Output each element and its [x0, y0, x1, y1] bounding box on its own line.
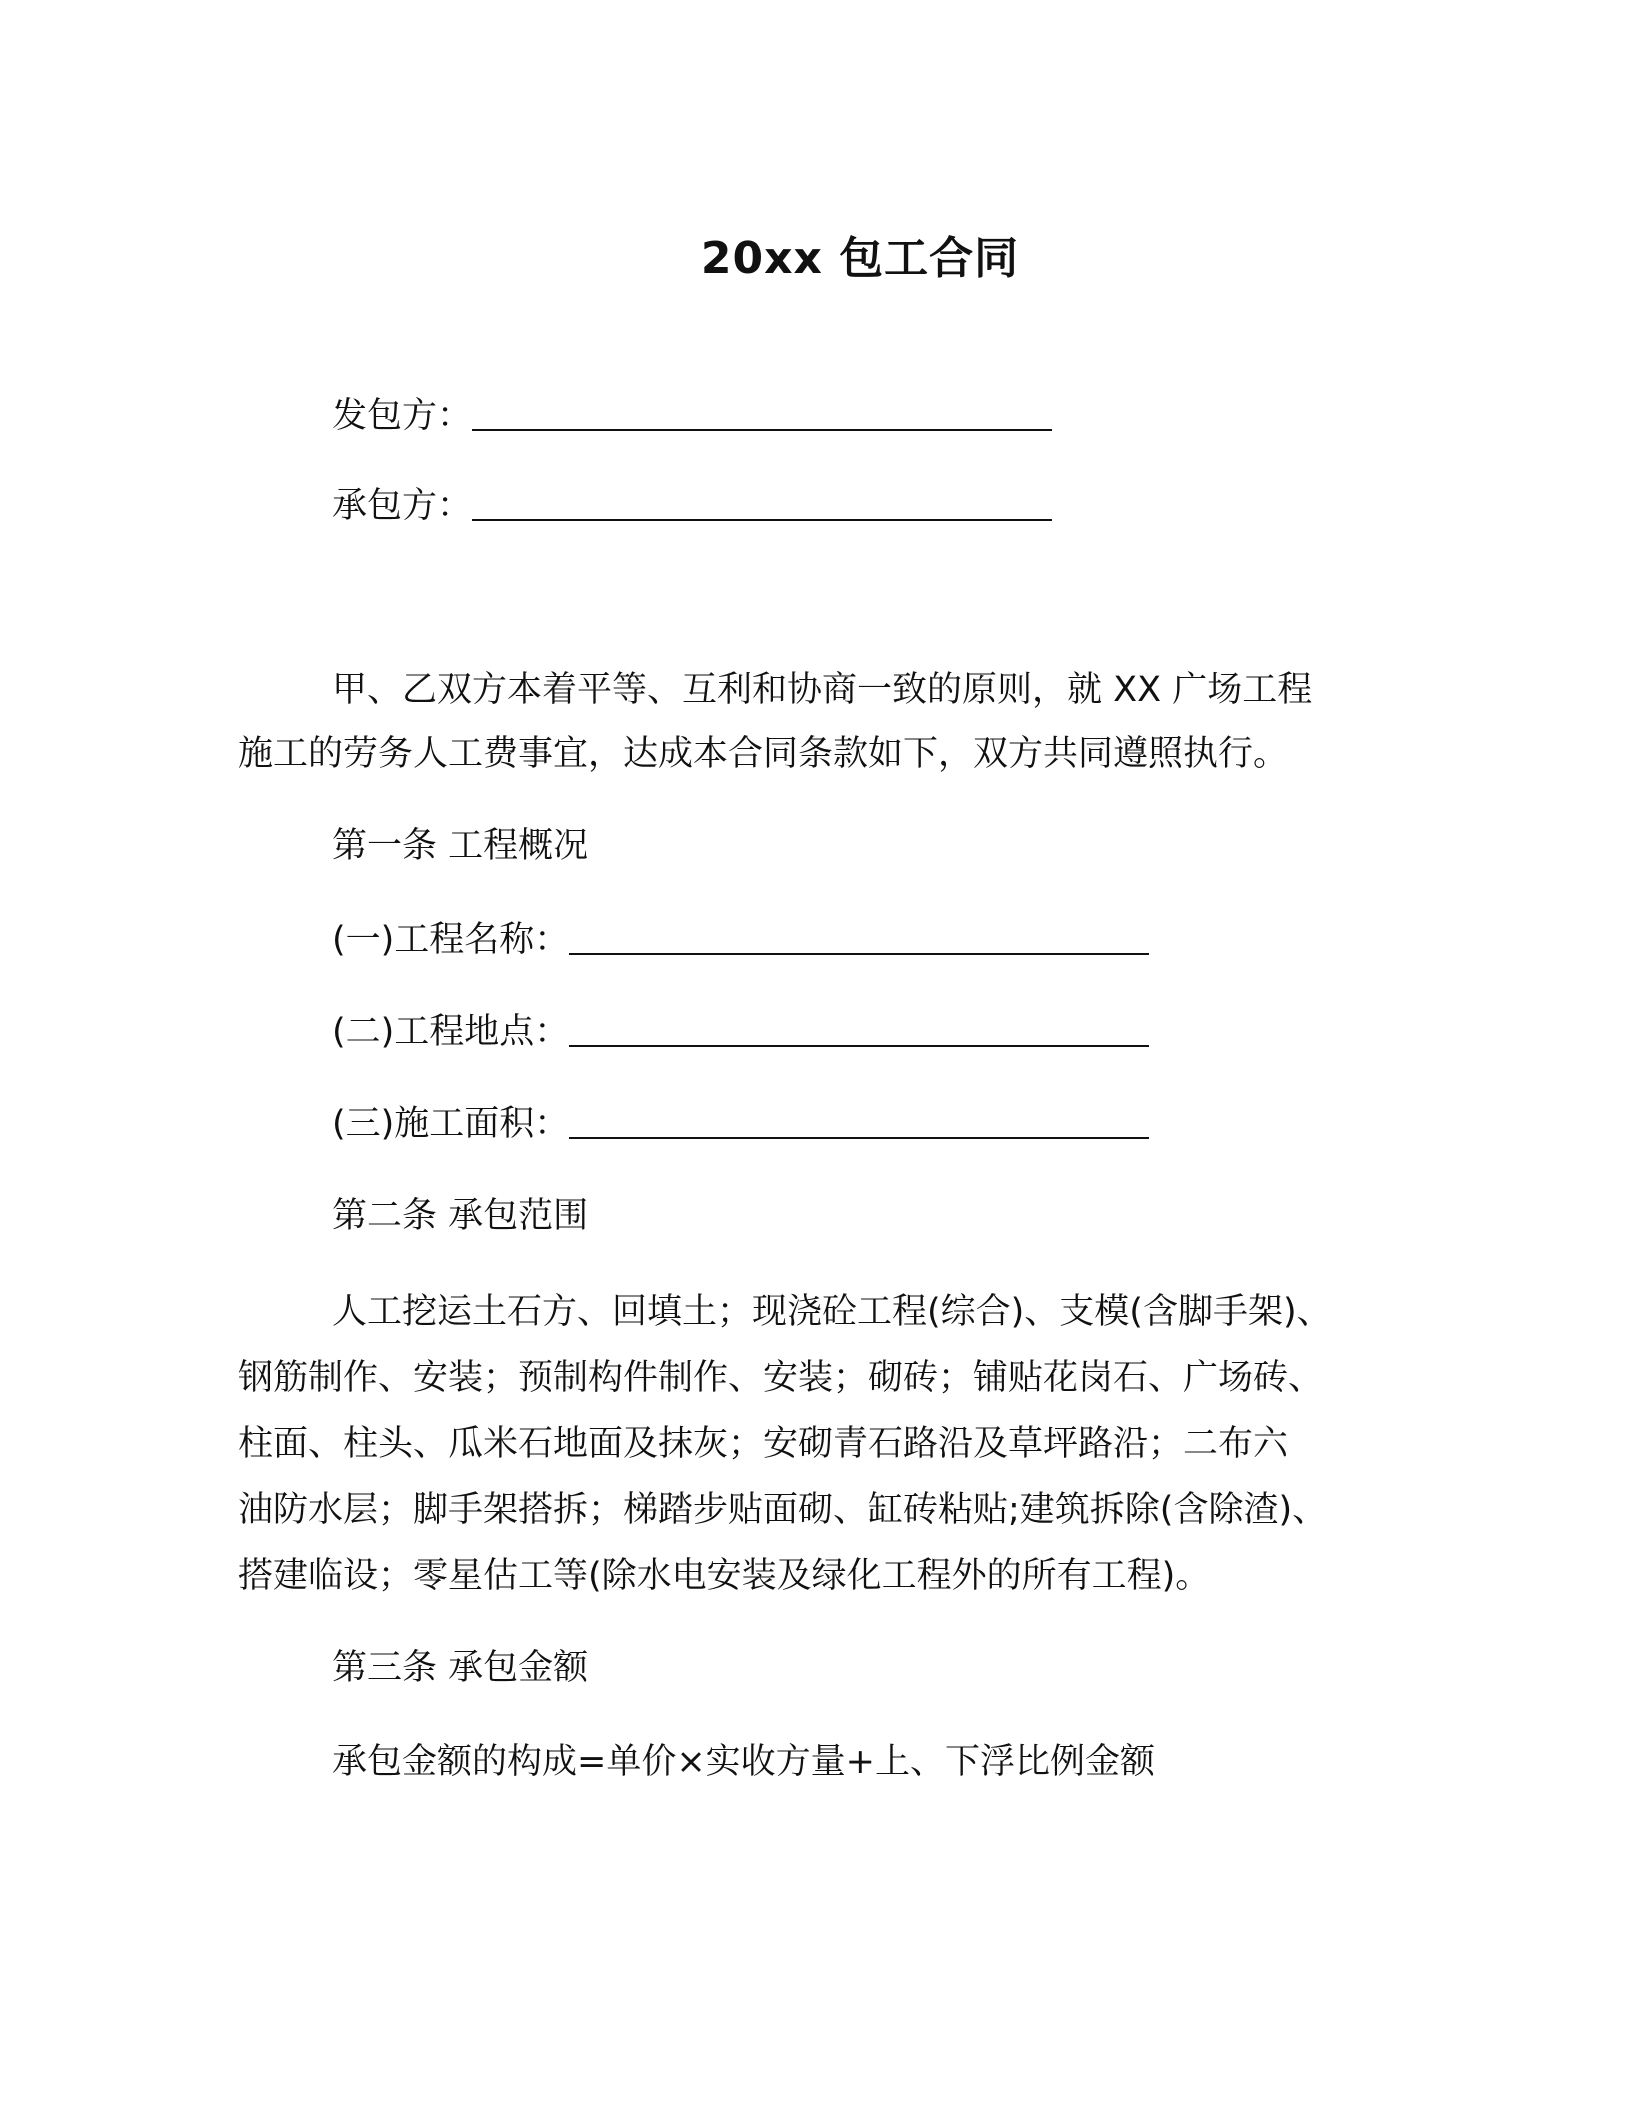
contractor-label: 承包方：: [332, 486, 473, 526]
project-name-line: [332, 918, 1149, 962]
scope-line-2: 钢筋制作、安装；预制构件制作、安装；砌砖；铺贴花岗石、广场砖、: [238, 1358, 1324, 1398]
scope-line-3: 柱面、柱头、瓜米石地面及抹灰；安砌青石路沿及草坪路沿；二布六: [238, 1424, 1289, 1464]
contract-amount-formula: 承包金额的构成=单价×实收方量+上、下浮比例金额: [332, 1742, 1155, 1782]
project-location-blank: [569, 1044, 1149, 1047]
employer-blank: [472, 428, 1052, 431]
intro-line-2: 施工的劳务人工费事宜，达成本合同条款如下，双方共同遵照执行。: [238, 734, 1289, 774]
project-location-line: [332, 1010, 1149, 1054]
scope-line-1: 人工挖运土石方、回填土；现浇砼工程(综合)、支模(含脚手架)、: [332, 1292, 1332, 1332]
project-name-blank: [569, 952, 1149, 955]
employer-line: [332, 394, 1052, 438]
contractor-line: [332, 484, 1052, 528]
construction-area-blank: [569, 1136, 1149, 1139]
article-3-heading: 第三条 承包金额: [332, 1648, 589, 1688]
article-2-heading: 第二条 承包范围: [332, 1196, 589, 1236]
document-title: 20xx 包工合同: [700, 233, 1020, 284]
employer-label: 发包方：: [332, 396, 473, 436]
contractor-blank: [472, 518, 1052, 521]
intro-line-1: 甲、乙双方本着平等、互利和协商一致的原则，就 XX 广场工程: [332, 670, 1313, 710]
project-name-label: (一)工程名称：: [332, 920, 570, 960]
scope-line-4: 油防水层；脚手架搭拆；梯踏步贴面砌、缸砖粘贴;建筑拆除(含除渣)、: [238, 1490, 1328, 1530]
project-location-label: (二)工程地点：: [332, 1012, 570, 1052]
scope-line-5: 搭建临设；零星估工等(除水电安装及绿化工程外的所有工程)。: [238, 1556, 1211, 1596]
construction-area-line: [332, 1102, 1149, 1146]
article-1-heading: 第一条 工程概况: [332, 826, 589, 866]
construction-area-label: (三)施工面积：: [332, 1104, 570, 1144]
